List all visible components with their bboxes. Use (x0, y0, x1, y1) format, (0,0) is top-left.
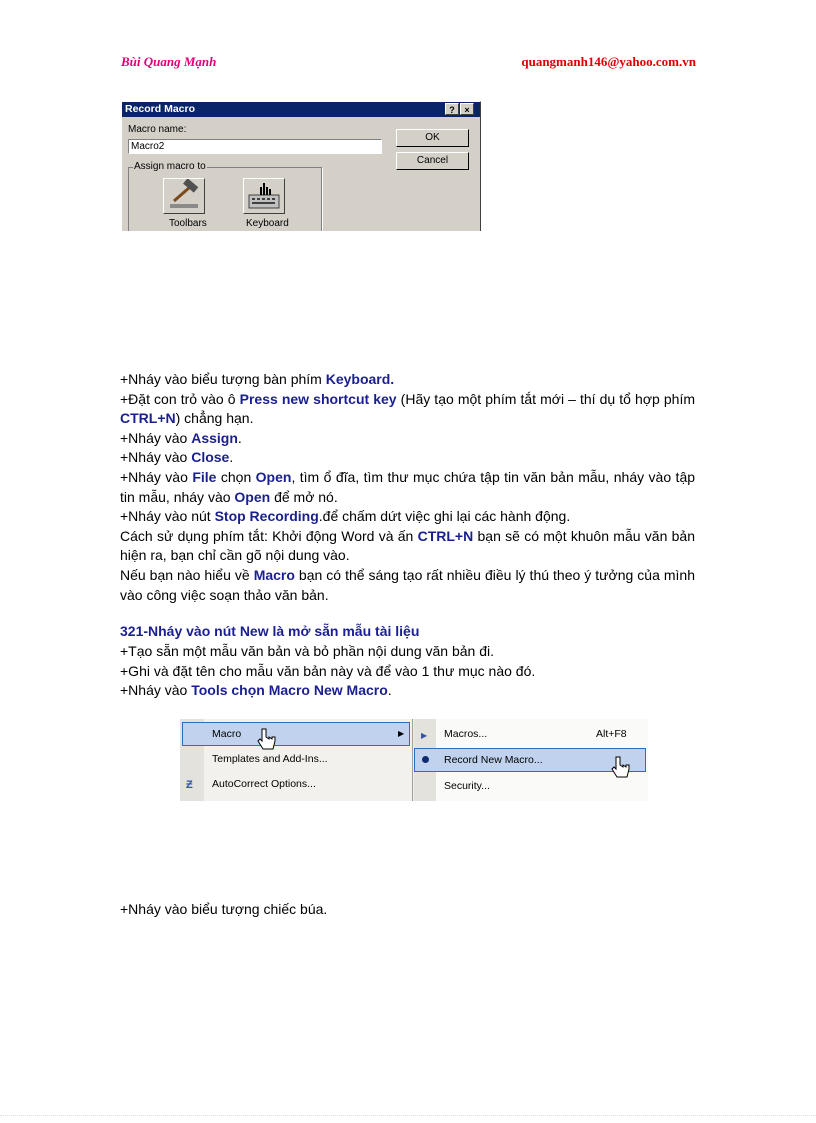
hand-cursor-icon-2 (610, 755, 632, 781)
record-new-macro-label: Record New Macro... (444, 754, 543, 766)
menu-item-templates[interactable]: Templates and Add-Ins... (212, 753, 328, 765)
section-heading: 321-Nháy vào nút New là mở sẵn mẫu tài liệu (120, 623, 420, 639)
assign-macro-group (128, 161, 322, 231)
keyboard-icon (244, 179, 284, 213)
step-close: +Nháy vào Close. (120, 449, 234, 466)
macro-submenu (414, 719, 648, 801)
cancel-button[interactable]: Cancel (396, 152, 469, 170)
step-assign: +Nháy vào Assign. (120, 429, 242, 446)
author-email: quangmanh146@yahoo.com.vn (521, 54, 696, 69)
step-tools-menu: +Nháy vào Tools chọn Macro New Macro. (120, 682, 392, 699)
help-icon[interactable]: ? (445, 103, 459, 115)
author-name: Bùi Quang Mạnh (121, 54, 217, 69)
macro-label: Macro (212, 728, 242, 740)
step-create-template: +Tạo sẵn một mẫu văn bản và bỏ phần nội dung văn bản đi. (120, 643, 494, 659)
menu-item-macros[interactable]: Macros... (444, 728, 488, 740)
macro-name-input[interactable]: Macro2 (128, 139, 382, 154)
menu-item-security[interactable]: Security... (444, 780, 490, 792)
macros-shortcut: Alt+F8 (596, 728, 627, 740)
record-icon (422, 756, 429, 763)
step-hammer: +Nháy vào biểu tượng chiếc búa. (120, 901, 328, 917)
dialog-title-bar (122, 102, 480, 117)
instructions-block (120, 370, 695, 605)
step-stop-recording: +Nháy vào nút Stop Recording.để chấm dứt việc ghi lại các hành động. (120, 508, 571, 525)
tools-macro-menu-screenshot (180, 719, 648, 801)
step-keyboard: +Nháy vào biểu tượng bàn phím Keyboard. (120, 371, 395, 387)
autocorrect-icon: Ƶ (186, 779, 193, 791)
keyboard-button[interactable] (243, 178, 285, 214)
submenu-arrow-icon: ▶ (398, 729, 405, 738)
toolbars-button[interactable] (163, 178, 205, 214)
tools-menu (180, 719, 413, 801)
step-shortcut: +Đặt con trỏ vào ô Press new shortcut key (Hãy tạo một phím tắt mới – thí dụ tổ hợp phím CTRL+N) chẳng hạn. (120, 390, 695, 427)
close-icon[interactable]: × (460, 103, 474, 115)
hammer-icon (164, 179, 204, 213)
menu-item-autocorrect[interactable]: AutoCorrect Options... (212, 778, 316, 790)
section-steps (120, 642, 695, 701)
assign-macro-label: Assign macro to (134, 161, 206, 172)
ok-button[interactable]: OK (396, 129, 469, 147)
usage-paragraph: Cách sử dụng phím tắt: Khởi động Word và ấn CTRL+N bạn sẽ có một khuôn mẫu văn bản hiện ra, bạn chỉ cần gõ nội dung vào. (120, 527, 695, 564)
macro-paragraph: Nếu bạn nào hiểu về Macro bạn có thể sáng tạo rất nhiều điều lý thú theo ý tưởng của mình vào công việc soạn thảo văn bản. (120, 566, 695, 603)
page-footer-divider (0, 1115, 816, 1116)
step-save-template: +Ghi và đặt tên cho mẫu văn bản này và để vào 1 thư mục nào đó. (120, 662, 536, 679)
macro-name-label: Macro name: (128, 124, 187, 135)
play-icon: ▶ (421, 731, 428, 740)
keyboard-label: Keyboard (246, 218, 289, 229)
step-open-file: +Nháy vào File chọn Open, tìm ổ đĩa, tìm thư mục chứa tập tin văn bản mẫu, nháy vào tập tin mẫu, nháy vào Open để mở nó. (120, 468, 696, 505)
toolbars-label: Toolbars (169, 218, 207, 229)
record-macro-dialog-screenshot (121, 101, 481, 231)
dialog-title: Record Macro (125, 103, 196, 115)
